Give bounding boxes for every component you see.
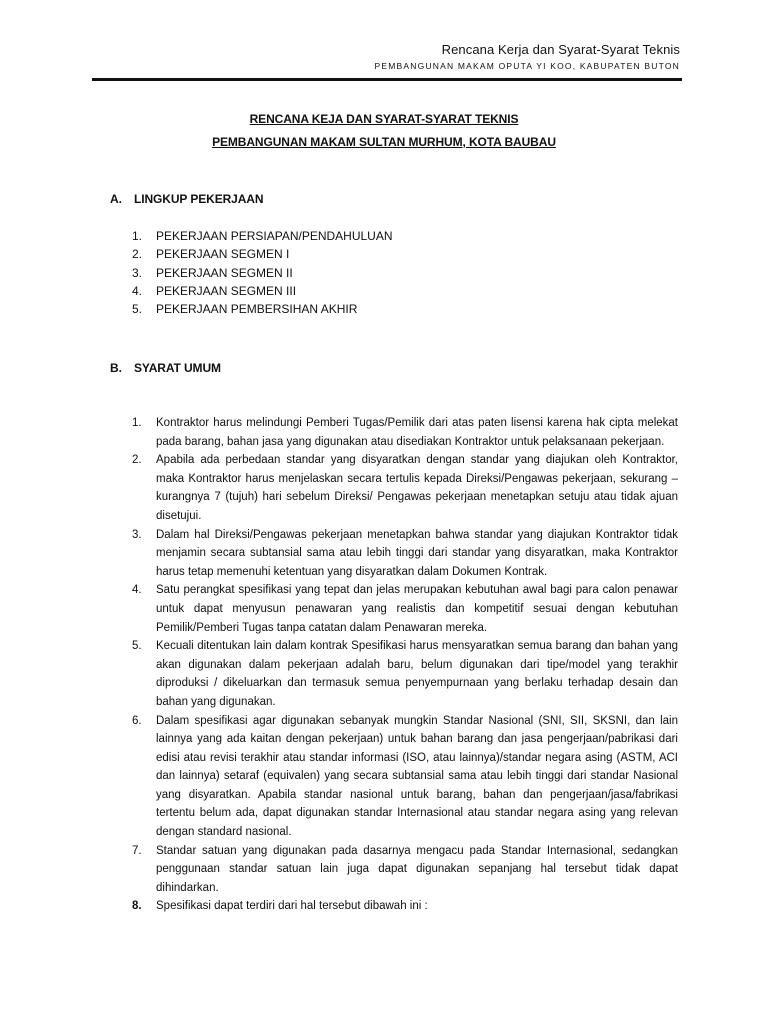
section-b-letter: B.: [110, 361, 122, 375]
list-item-text: Dalam hal Direksi/Pengawas pekerjaan menetapkan bahwa standar yang diajukan Kontraktor tidak menjamin secara subtansial sama atau lebih tinggi dari standar yang disyaratkan, maka Kontraktor harus tetap memenuhi ketentuan yang disyaratkan dalam Dokumen Kontrak.: [156, 528, 678, 578]
section-a-letter: A.: [110, 192, 122, 206]
list-item-text: PEKERJAAN SEGMEN II: [156, 265, 293, 280]
running-header-title: Rencana Kerja dan Syarat-Syarat Teknis: [441, 42, 680, 57]
conditions-list: [132, 414, 678, 916]
list-item-number: 5.: [132, 640, 142, 653]
section-a-heading: [110, 192, 263, 206]
list-item-number: 4.: [132, 283, 143, 298]
list-item-number: 5.: [132, 302, 143, 317]
list-item-number: 1.: [132, 229, 143, 243]
list-item-text: Kecuali ditentukan lain dalam kontrak Spesifikasi harus mensyaratkan semua barang dan bahan yang akan digunakan dalam pekerjaan adalah baru, belum digunakan dari tipe/model yang terakhir diproduksi / dikeluarkan dan termasuk semua penyempurnaan yang berlaku terhadap desain dan bahan yang digunakan.: [156, 640, 678, 708]
list-item-text: PEKERJAAN PERSIAPAN/PENDAHULUAN: [156, 229, 393, 243]
section-b-heading: [110, 361, 221, 375]
header-rule: [92, 78, 682, 81]
list-item-text: Spesifikasi dapat terdiri dari hal tersebut dibawah ini :: [156, 900, 428, 913]
list-item: [132, 282, 632, 300]
list-item: [132, 712, 678, 842]
document-title-line-2: PEMBANGUNAN MAKAM SULTAN MURHUM, KOTA BAUBAU: [212, 135, 556, 149]
list-item-text: PEKERJAAN SEGMEN I: [156, 247, 290, 262]
section-a-title: LINGKUP PEKERJAAN: [134, 192, 264, 206]
list-item: [132, 414, 678, 451]
scope-list: [132, 227, 632, 318]
list-item: [132, 227, 632, 245]
list-item-text: Dalam spesifikasi agar digunakan sebanyak mungkin Standar Nasional (SNI, SII, SKSNI, dan lain lainnya yang ada kaitan dengan pekerjaan) untuk bahan barang dan jasa pengerjaan/pabrikasi dari edisi atau revisi terakhir atau standar informasi (ISO, atau lainnya)/standar negara asing (ASTM, ACI dan lainnya) setaraf (equivalen) yang secara subtansial sama atau lebih tinggi dari standar Nasional yang disyaratkan. Apabila standar nasional untuk barang, bahan dan pengerjaan/jasa/fabrikasi tertentu belum ada, dapat digunakan standar Internasional atau standar negara asing yang relevan dengan standard nasional.: [156, 714, 678, 839]
list-item-text: PEKERJAAN PEMBERSIHAN AKHIR: [156, 302, 358, 317]
list-item: [132, 581, 678, 637]
list-item-number: 8.: [132, 900, 142, 913]
list-item: [132, 897, 678, 916]
list-item-number: 2.: [132, 247, 143, 262]
list-item-number: 3.: [132, 265, 143, 280]
list-item: [132, 842, 678, 898]
list-item-number: 1.: [132, 417, 142, 429]
list-item: [132, 451, 678, 525]
list-item-number: 7.: [132, 844, 142, 857]
list-item: [132, 526, 678, 582]
document-title-line-1: RENCANA KEJA DAN SYARAT-SYARAT TEKNIS: [249, 112, 519, 126]
list-item-number: 2.: [132, 454, 142, 467]
list-item: [132, 637, 678, 711]
running-header-subtitle: PEMBANGUNAN MAKAM OPUTA YI KOO, KABUPATEN BUTON: [374, 61, 680, 71]
list-item-number: 3.: [132, 528, 142, 541]
section-b-title: SYARAT UMUM: [134, 361, 221, 375]
list-item-text: Apabila ada perbedaan standar yang disyaratkan dengan standar yang diajukan oleh Kontraktor, maka Kontraktor harus menjelaskan secara tertulis kepada Direksi/Pengawas pekerjaan, sekurang – kurangnya 7 (tujuh) hari sebelum Direksi/ Pengawas pekerjaan menetapkan setuju atau tidak ajuan disetujui.: [156, 454, 678, 522]
running-header: [375, 42, 680, 71]
list-item-text: Satu perangkat spesifikasi yang tepat dan jelas merupakan kebutuhan awal bagi para calon penawar untuk dapat menyusun penawaran yang realistis dan kompetitif sesuai dengan kebutuhan Pemilik/Pemberi Tugas tanpa catatan dalam Penawaran mereka.: [156, 584, 678, 634]
list-item-number: 4.: [132, 584, 142, 597]
list-item: [132, 245, 632, 263]
list-item-text: Standar satuan yang digunakan pada dasarnya mengacu pada Standar Internasional, sedangkan penggunaan standar satuan lain juga dapat digunakan sepanjang hal tersebut tidak dapat dihindarkan.: [156, 844, 678, 894]
list-item-text: PEKERJAAN SEGMEN III: [156, 283, 297, 298]
list-item: [132, 264, 632, 282]
list-item-number: 6.: [132, 714, 142, 727]
list-item: [132, 300, 632, 318]
list-item-text: Kontraktor harus melindungi Pemberi Tugas/Pemilik dari atas paten lisensi karena hak cipta melekat pada barang, bahan jasa yang digunakan atau disediakan Kontraktor untuk pelaksanaan pekerjaan.: [156, 417, 678, 448]
